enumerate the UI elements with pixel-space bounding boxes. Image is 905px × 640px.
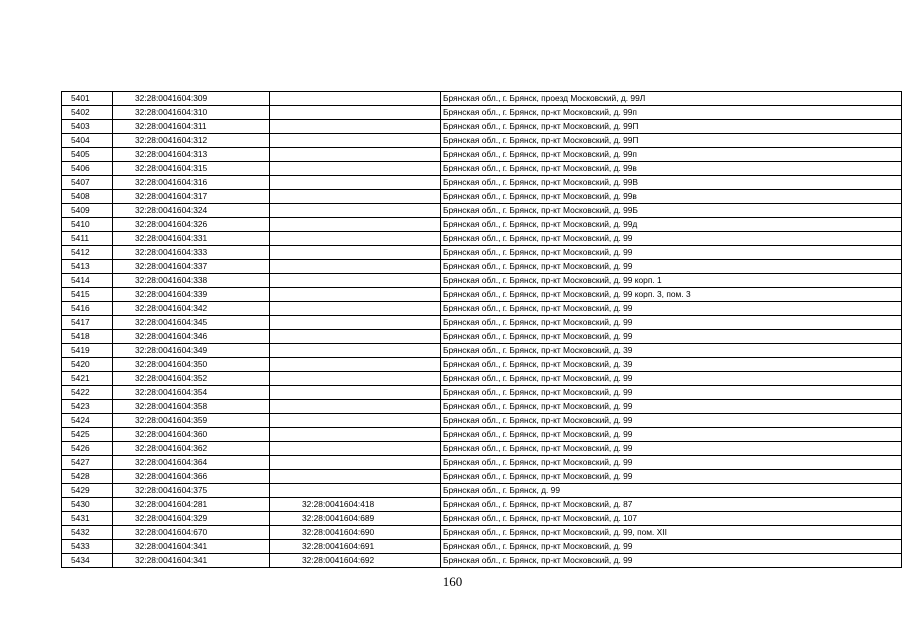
row-number-cell: 5431	[62, 512, 113, 526]
cadastral-number-cell: 32:28:0041604:333	[113, 246, 270, 260]
address-cell: Брянская обл., г. Брянск, пр-кт Московский, д. 99 корп. 3, пом. 3	[441, 288, 902, 302]
table-row	[62, 400, 902, 414]
cadastral-number-cell: 32:28:0041604:326	[113, 218, 270, 232]
cadastral-number-cell: 32:28:0041604:359	[113, 414, 270, 428]
related-cadastral-number-cell	[270, 330, 441, 344]
related-cadastral-number-cell	[270, 386, 441, 400]
row-number-cell: 5418	[62, 330, 113, 344]
cadastral-number-cell: 32:28:0041604:341	[113, 554, 270, 568]
table-row	[62, 498, 902, 512]
cadastral-number-cell: 32:28:0041604:329	[113, 512, 270, 526]
row-number-cell: 5408	[62, 190, 113, 204]
row-number-cell: 5425	[62, 428, 113, 442]
row-number-cell: 5412	[62, 246, 113, 260]
address-cell: Брянская обл., г. Брянск, пр-кт Московский, д. 99в	[441, 162, 902, 176]
table-row	[62, 92, 902, 106]
cadastral-number-cell: 32:28:0041604:364	[113, 456, 270, 470]
related-cadastral-number-cell	[270, 92, 441, 106]
related-cadastral-number-cell	[270, 120, 441, 134]
address-cell: Брянская обл., г. Брянск, д. 99	[441, 484, 902, 498]
address-cell: Брянская обл., г. Брянск, пр-кт Московский, д. 99д	[441, 218, 902, 232]
table-row	[62, 106, 902, 120]
address-cell: Брянская обл., г. Брянск, пр-кт Московский, д. 99п	[441, 148, 902, 162]
cadastral-number-cell: 32:28:0041604:339	[113, 288, 270, 302]
address-cell: Брянская обл., г. Брянск, пр-кт Московский, д. 99	[441, 386, 902, 400]
table-row	[62, 316, 902, 330]
related-cadastral-number-cell: 32:28:0041604:689	[270, 512, 441, 526]
address-cell: Брянская обл., г. Брянск, пр-кт Московский, д. 99	[441, 442, 902, 456]
address-cell: Брянская обл., г. Брянск, пр-кт Московский, д. 99	[441, 232, 902, 246]
row-number-cell: 5423	[62, 400, 113, 414]
table-row	[62, 484, 902, 498]
row-number-cell: 5419	[62, 344, 113, 358]
cadastral-number-cell: 32:28:0041604:317	[113, 190, 270, 204]
address-cell: Брянская обл., г. Брянск, пр-кт Московский, д. 99Б	[441, 204, 902, 218]
cadastral-number-cell: 32:28:0041604:352	[113, 372, 270, 386]
row-number-cell: 5402	[62, 106, 113, 120]
related-cadastral-number-cell	[270, 148, 441, 162]
row-number-cell: 5405	[62, 148, 113, 162]
address-cell: Брянская обл., г. Брянск, пр-кт Московский, д. 99	[441, 400, 902, 414]
registry-table	[61, 91, 902, 568]
related-cadastral-number-cell	[270, 358, 441, 372]
row-number-cell: 5404	[62, 134, 113, 148]
cadastral-number-cell: 32:28:0041604:342	[113, 302, 270, 316]
cadastral-number-cell: 32:28:0041604:338	[113, 274, 270, 288]
cadastral-number-cell: 32:28:0041604:337	[113, 260, 270, 274]
row-number-cell: 5406	[62, 162, 113, 176]
address-cell: Брянская обл., г. Брянск, пр-кт Московский, д. 99	[441, 414, 902, 428]
address-cell: Брянская обл., г. Брянск, пр-кт Московский, д. 87	[441, 498, 902, 512]
row-number-cell: 5428	[62, 470, 113, 484]
related-cadastral-number-cell	[270, 162, 441, 176]
cadastral-number-cell: 32:28:0041604:312	[113, 134, 270, 148]
address-cell: Брянская обл., г. Брянск, пр-кт Московский, д. 99	[441, 330, 902, 344]
table-row	[62, 162, 902, 176]
table-row	[62, 358, 902, 372]
cadastral-number-cell: 32:28:0041604:349	[113, 344, 270, 358]
row-number-cell: 5434	[62, 554, 113, 568]
address-cell: Брянская обл., г. Брянск, пр-кт Московский, д. 99В	[441, 176, 902, 190]
row-number-cell: 5420	[62, 358, 113, 372]
address-cell: Брянская обл., г. Брянск, пр-кт Московский, д. 107	[441, 512, 902, 526]
row-number-cell: 5403	[62, 120, 113, 134]
table-row	[62, 554, 902, 568]
address-cell: Брянская обл., г. Брянск, пр-кт Московский, д. 99	[441, 428, 902, 442]
address-cell: Брянская обл., г. Брянск, пр-кт Московский, д. 99	[441, 372, 902, 386]
row-number-cell: 5410	[62, 218, 113, 232]
registry-table-body	[62, 92, 902, 568]
cadastral-number-cell: 32:28:0041604:350	[113, 358, 270, 372]
address-cell: Брянская обл., г. Брянск, пр-кт Московский, д. 39	[441, 358, 902, 372]
related-cadastral-number-cell	[270, 484, 441, 498]
related-cadastral-number-cell	[270, 106, 441, 120]
related-cadastral-number-cell	[270, 232, 441, 246]
cadastral-number-cell: 32:28:0041604:670	[113, 526, 270, 540]
row-number-cell: 5429	[62, 484, 113, 498]
table-row	[62, 386, 902, 400]
table-row	[62, 372, 902, 386]
row-number-cell: 5407	[62, 176, 113, 190]
related-cadastral-number-cell: 32:28:0041604:690	[270, 526, 441, 540]
row-number-cell: 5411	[62, 232, 113, 246]
address-cell: Брянская обл., г. Брянск, пр-кт Московский, д. 99	[441, 456, 902, 470]
row-number-cell: 5415	[62, 288, 113, 302]
address-cell: Брянская обл., г. Брянск, проезд Московский, д. 99Л	[441, 92, 902, 106]
cadastral-number-cell: 32:28:0041604:309	[113, 92, 270, 106]
table-row	[62, 512, 902, 526]
address-cell: Брянская обл., г. Брянск, пр-кт Московский, д. 99	[441, 246, 902, 260]
related-cadastral-number-cell	[270, 344, 441, 358]
row-number-cell: 5433	[62, 540, 113, 554]
row-number-cell: 5427	[62, 456, 113, 470]
cadastral-number-cell: 32:28:0041604:345	[113, 316, 270, 330]
related-cadastral-number-cell	[270, 316, 441, 330]
cadastral-number-cell: 32:28:0041604:360	[113, 428, 270, 442]
cadastral-number-cell: 32:28:0041604:316	[113, 176, 270, 190]
related-cadastral-number-cell	[270, 470, 441, 484]
related-cadastral-number-cell	[270, 246, 441, 260]
table-row	[62, 526, 902, 540]
cadastral-number-cell: 32:28:0041604:281	[113, 498, 270, 512]
row-number-cell: 5430	[62, 498, 113, 512]
row-number-cell: 5432	[62, 526, 113, 540]
related-cadastral-number-cell	[270, 204, 441, 218]
cadastral-number-cell: 32:28:0041604:310	[113, 106, 270, 120]
row-number-cell: 5409	[62, 204, 113, 218]
cadastral-number-cell: 32:28:0041604:354	[113, 386, 270, 400]
cadastral-number-cell: 32:28:0041604:362	[113, 442, 270, 456]
table-row	[62, 246, 902, 260]
table-row	[62, 414, 902, 428]
table-row	[62, 190, 902, 204]
related-cadastral-number-cell	[270, 134, 441, 148]
table-row	[62, 540, 902, 554]
address-cell: Брянская обл., г. Брянск, пр-кт Московский, д. 99	[441, 302, 902, 316]
address-cell: Брянская обл., г. Брянск, пр-кт Московский, д. 99П	[441, 120, 902, 134]
cadastral-number-cell: 32:28:0041604:375	[113, 484, 270, 498]
cadastral-number-cell: 32:28:0041604:358	[113, 400, 270, 414]
related-cadastral-number-cell	[270, 302, 441, 316]
related-cadastral-number-cell	[270, 274, 441, 288]
related-cadastral-number-cell	[270, 442, 441, 456]
row-number-cell: 5424	[62, 414, 113, 428]
cadastral-number-cell: 32:28:0041604:324	[113, 204, 270, 218]
cadastral-number-cell: 32:28:0041604:341	[113, 540, 270, 554]
table-row	[62, 134, 902, 148]
table-row	[62, 344, 902, 358]
related-cadastral-number-cell	[270, 190, 441, 204]
table-row	[62, 148, 902, 162]
row-number-cell: 5417	[62, 316, 113, 330]
address-cell: Брянская обл., г. Брянск, пр-кт Московский, д. 99п	[441, 106, 902, 120]
related-cadastral-number-cell	[270, 176, 441, 190]
table-row	[62, 232, 902, 246]
related-cadastral-number-cell	[270, 260, 441, 274]
table-row	[62, 204, 902, 218]
address-cell: Брянская обл., г. Брянск, пр-кт Московский, д. 99в	[441, 190, 902, 204]
address-cell: Брянская обл., г. Брянск, пр-кт Московский, д. 99П	[441, 134, 902, 148]
table-row	[62, 176, 902, 190]
row-number-cell: 5401	[62, 92, 113, 106]
row-number-cell: 5414	[62, 274, 113, 288]
table-row	[62, 428, 902, 442]
address-cell: Брянская обл., г. Брянск, пр-кт Московский, д. 99	[441, 540, 902, 554]
table-row	[62, 470, 902, 484]
related-cadastral-number-cell	[270, 456, 441, 470]
page-number: 160	[442, 574, 463, 589]
address-cell: Брянская обл., г. Брянск, пр-кт Московский, д. 99, пом. XII	[441, 526, 902, 540]
cadastral-number-cell: 32:28:0041604:331	[113, 232, 270, 246]
row-number-cell: 5422	[62, 386, 113, 400]
table-row	[62, 218, 902, 232]
address-cell: Брянская обл., г. Брянск, пр-кт Московский, д. 99	[441, 554, 902, 568]
cadastral-number-cell: 32:28:0041604:313	[113, 148, 270, 162]
related-cadastral-number-cell: 32:28:0041604:691	[270, 540, 441, 554]
cadastral-number-cell: 32:28:0041604:366	[113, 470, 270, 484]
cadastral-number-cell: 32:28:0041604:311	[113, 120, 270, 134]
row-number-cell: 5416	[62, 302, 113, 316]
row-number-cell: 5413	[62, 260, 113, 274]
table-row	[62, 120, 902, 134]
table-row	[62, 330, 902, 344]
address-cell: Брянская обл., г. Брянск, пр-кт Московский, д. 39	[441, 344, 902, 358]
related-cadastral-number-cell	[270, 288, 441, 302]
table-row	[62, 260, 902, 274]
cadastral-number-cell: 32:28:0041604:346	[113, 330, 270, 344]
row-number-cell: 5426	[62, 442, 113, 456]
related-cadastral-number-cell	[270, 414, 441, 428]
address-cell: Брянская обл., г. Брянск, пр-кт Московский, д. 99 корп. 1	[441, 274, 902, 288]
table-row	[62, 302, 902, 316]
row-number-cell: 5421	[62, 372, 113, 386]
related-cadastral-number-cell	[270, 372, 441, 386]
table-row	[62, 288, 902, 302]
related-cadastral-number-cell	[270, 218, 441, 232]
related-cadastral-number-cell	[270, 428, 441, 442]
table-row	[62, 442, 902, 456]
table-row	[62, 274, 902, 288]
cadastral-number-cell: 32:28:0041604:315	[113, 162, 270, 176]
address-cell: Брянская обл., г. Брянск, пр-кт Московский, д. 99	[441, 260, 902, 274]
related-cadastral-number-cell	[270, 400, 441, 414]
related-cadastral-number-cell: 32:28:0041604:418	[270, 498, 441, 512]
table-row	[62, 456, 902, 470]
address-cell: Брянская обл., г. Брянск, пр-кт Московский, д. 99	[441, 316, 902, 330]
related-cadastral-number-cell: 32:28:0041604:692	[270, 554, 441, 568]
address-cell: Брянская обл., г. Брянск, пр-кт Московский, д. 99	[441, 470, 902, 484]
